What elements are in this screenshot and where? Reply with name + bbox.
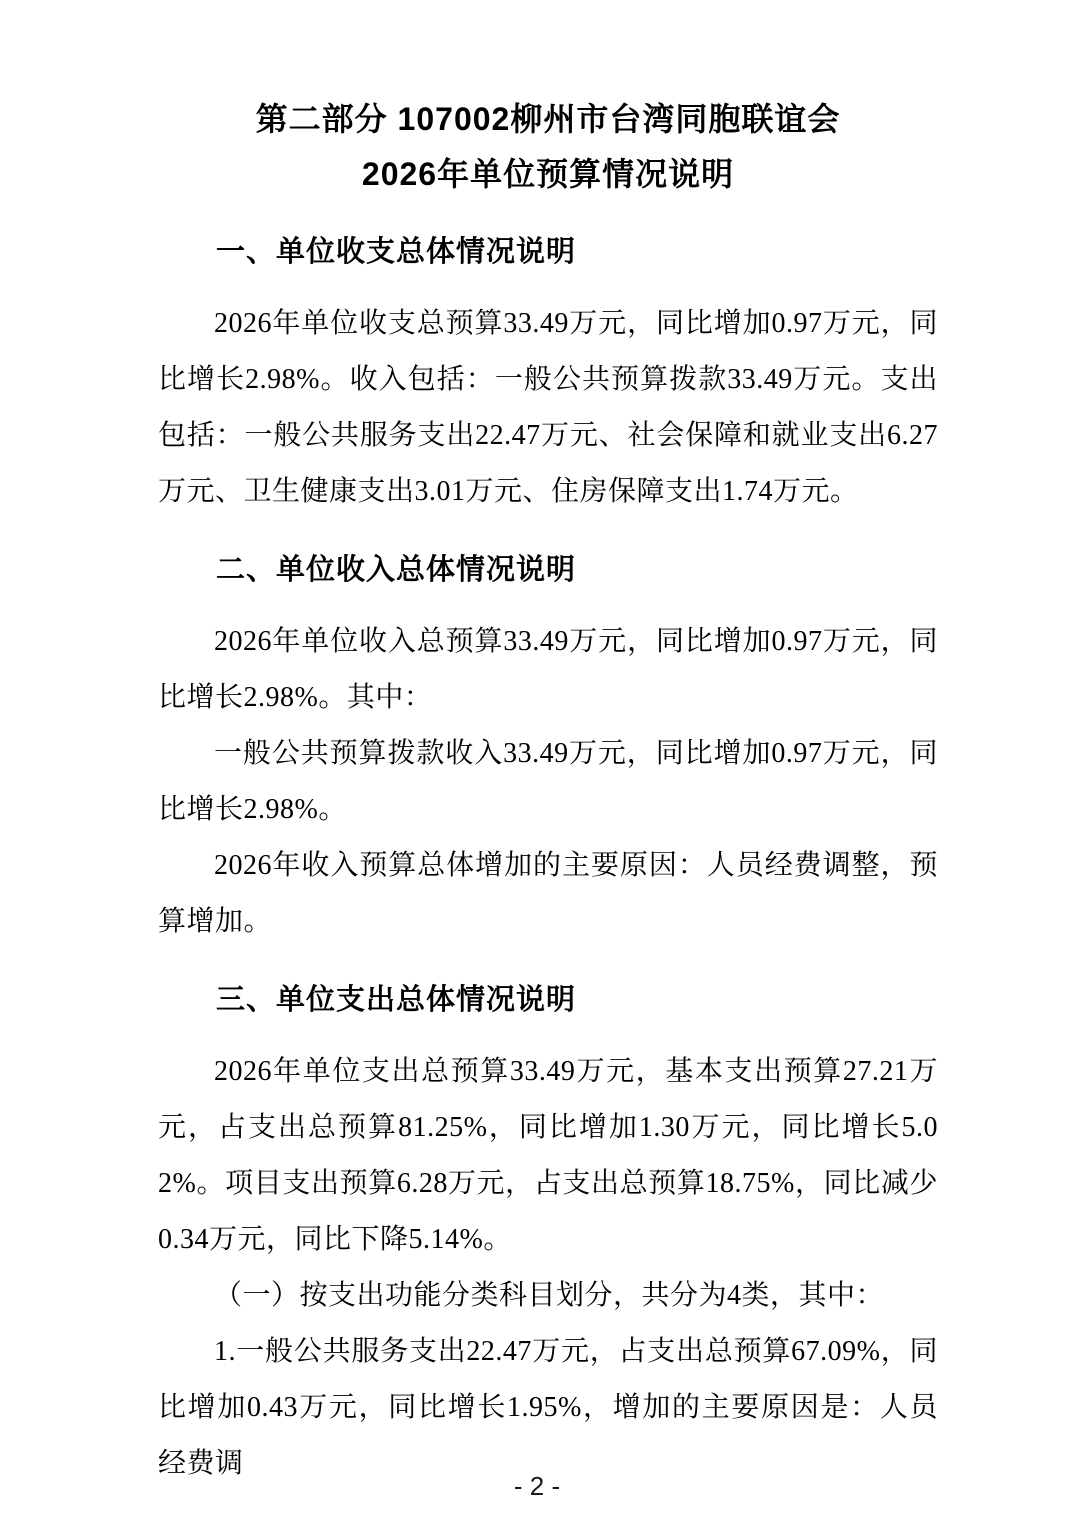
section-3-paragraph: 1.一般公共服务支出22.47万元，占支出总预算67.09%，同比增加0.43万元，同比增长1.95%，增加的主要原因是：人员经费调 [158,1336,938,1479]
section-income-overview [158,548,938,950]
page-title [158,92,938,202]
section-1-paragraph: 2026年单位收支总预算33.49万元，同比增加0.97万元，同比增长2.98%。收入包括：一般公共预算拨款33.49万元。支出包括：一般公共服务支出22.47万元、社会保障和就业支出6.27万元、卫生健康支出3.01万元、住房保障支出1.74万元。 [158,308,938,507]
section-1-heading: 一、单位收支总体情况说明 [216,236,577,268]
section-2-paragraph: 一般公共预算拨款收入33.49万元，同比增加0.97万元，同比增长2.98%。 [158,738,938,825]
page-title-line2: 2026年单位预算情况说明 [361,156,735,192]
section-3-paragraph: （一）按支出功能分类科目划分，共分为4类，其中： [214,1280,885,1311]
section-income-expenditure-overview [158,230,938,520]
section-2-paragraph: 2026年收入预算总体增加的主要原因：人员经费调整，预算增加。 [158,850,938,937]
section-2-heading: 二、单位收入总体情况说明 [216,554,577,586]
page-number: - 2 - [513,1471,561,1501]
section-3-paragraph: 2026年单位支出总预算33.49万元，基本支出预算27.21万元，占支出总预算81.25%，同比增加1.30万元，同比增长5.02%。项目支出预算6.28万元，占支出总预算18.75%，同比减少0.34万元，同比下降5.14%。 [158,1056,938,1255]
section-expenditure-overview [158,978,938,1492]
section-3-heading: 三、单位支出总体情况说明 [216,984,577,1016]
section-2-paragraph: 2026年单位收入总预算33.49万元，同比增加0.97万元，同比增长2.98%。其中： [158,626,938,713]
page-title-line1: 第二部分 107002柳州市台湾同胞联谊会 [255,101,841,137]
